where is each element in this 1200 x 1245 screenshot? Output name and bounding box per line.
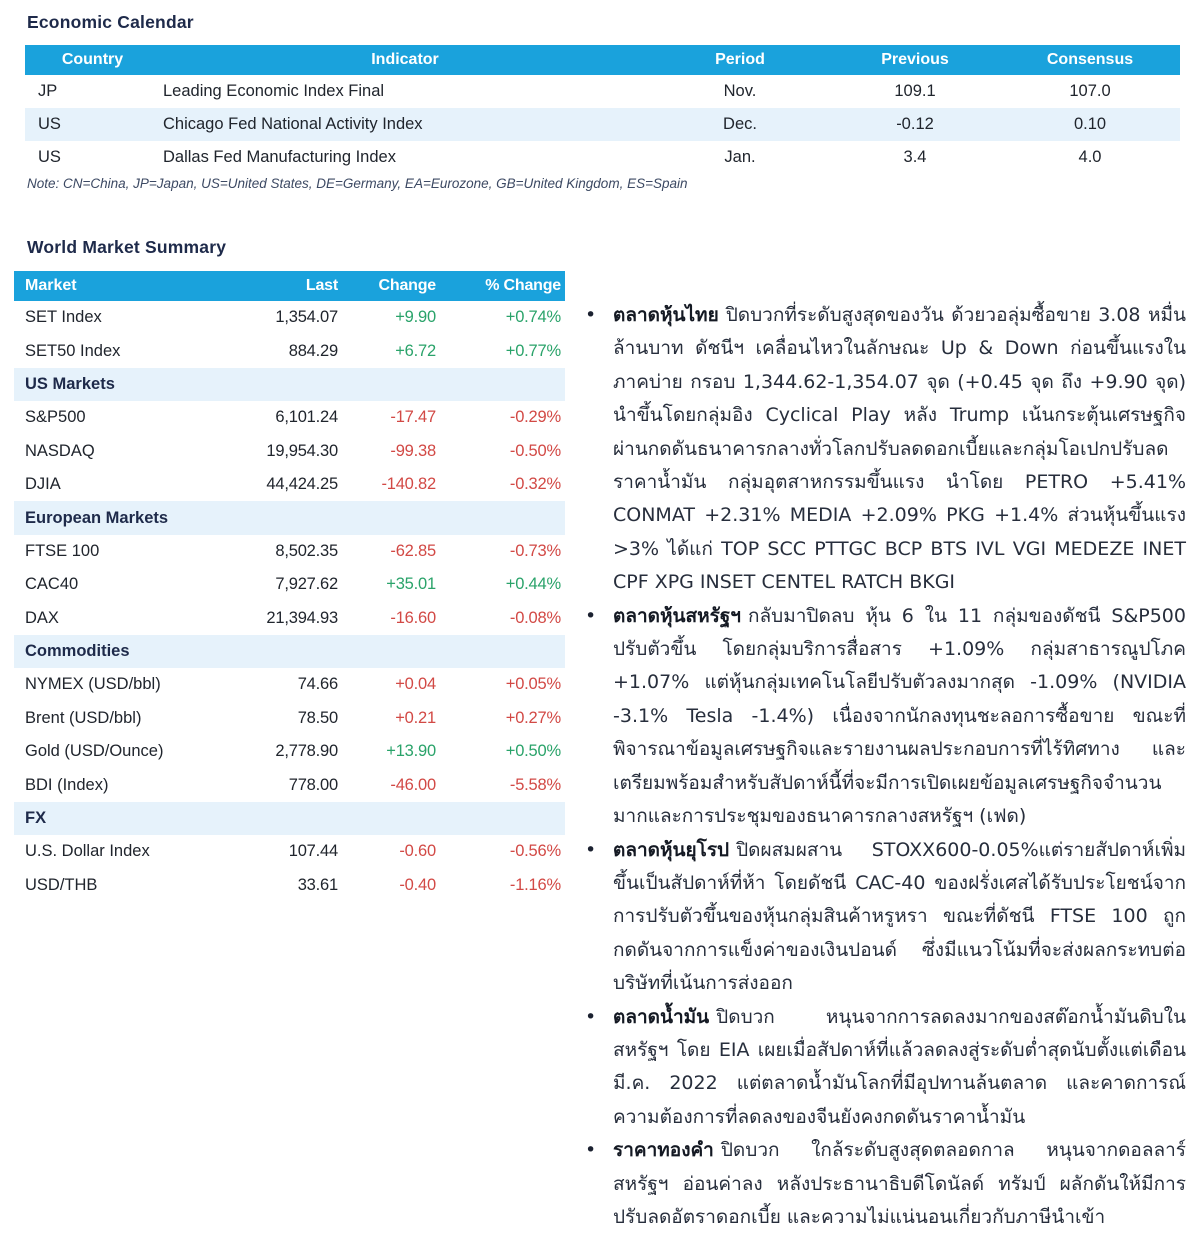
- market-last: 2,778.90: [275, 742, 338, 761]
- market-name: NASDAQ: [25, 441, 95, 460]
- market-row-bdi: [14, 768, 565, 801]
- market-change: +0.21: [395, 708, 436, 727]
- market-change: -16.60: [390, 608, 436, 627]
- market-last: 74.66: [297, 675, 338, 694]
- market-pct-change: +0.05%: [505, 675, 561, 694]
- commentary-body: ปิดบวกที่ระดับสูงสุดของวัน ด้วยวอลุ่มซื้อขาย 3.08 หมื่นล้านบาท ดัชนีฯ เคลื่อนไหวในลักษณะ Up & Down ก่อนขึ้นแรงในภาคบ่าย กรอบ 1,344.62-1,354.07 จุด (+0.45 จุด ถึง +9.90 จุด) นำขึ้นโดยกลุ่มอิง Cyclical Play หลัง Trump เน้นกระตุ้นเศรษฐกิจผ่านกดดันธนาคารกลางทั่วโลกปรับลดดอกเบี้ยและกลุ่มโอเปกปรับลดราคาน้ำมัน กลุ่มอุตสาหกรรมขึ้นแรง นำโดย PETRO +5.41% CONMAT +2.31% MEDIA +2.09% PKG +1.4% ส่วนหุ้นขึ้นแรง >3% ได้แก่ TOP SCC PTTGC BCP BTS IVL VGI MEDEZE INET CPF XPG INSET CENTEL RATCH BKGI: [613, 304, 1186, 594]
- market-section-us-markets: [14, 368, 565, 401]
- section-label: European Markets: [25, 508, 169, 527]
- market-name: FTSE 100: [25, 541, 100, 560]
- market-last: 78.50: [297, 708, 338, 727]
- column-header-country: Country: [61, 51, 124, 68]
- economic-calendar-title: Economic Calendar: [27, 12, 194, 32]
- market-row-dax: [14, 602, 565, 635]
- commentary-text: [613, 834, 1186, 1001]
- commentary-lead: ตลาดน้ำมัน: [613, 1005, 710, 1028]
- market-row-gold: [14, 735, 565, 768]
- commentary-lead: ตลาดหุ้นไทย: [613, 304, 719, 326]
- market-last: 778.00: [288, 775, 338, 794]
- market-pct-change: +0.50%: [505, 742, 561, 761]
- market-name: CAC40: [25, 575, 79, 594]
- cell-previous: -0.12: [896, 115, 934, 133]
- market-row-ftse100: [14, 535, 565, 568]
- market-pct-change: -0.50%: [509, 441, 561, 460]
- market-name: USD/THB: [25, 875, 98, 894]
- market-change: -99.38: [390, 441, 436, 460]
- cell-country: US: [38, 148, 61, 166]
- market-change: -62.85: [390, 541, 436, 560]
- market-summary-header-row: [14, 271, 565, 301]
- market-change: -46.00: [390, 775, 436, 794]
- world-market-summary-table: [14, 271, 565, 902]
- market-last: 21,394.93: [266, 608, 338, 627]
- market-name: NYMEX (USD/bbl): [25, 675, 161, 694]
- commentary-bullet-thai-market: [585, 299, 1186, 600]
- world-market-summary-title: World Market Summary: [27, 237, 227, 257]
- bullet-dot-icon: [585, 1001, 613, 1034]
- market-change: -17.47: [390, 408, 436, 427]
- section-label: Commodities: [25, 642, 130, 661]
- market-last: 19,954.30: [266, 441, 338, 460]
- commentary-text: [613, 600, 1186, 834]
- commentary-text: [613, 1134, 1186, 1234]
- commentary-bullet-us-market: [585, 600, 1186, 834]
- column-header-pct-change: % Change: [485, 277, 561, 294]
- bullet-dot-icon: [585, 600, 613, 633]
- market-change: +0.04: [395, 675, 436, 694]
- cell-country: US: [38, 115, 61, 133]
- market-row-set-index: [14, 301, 565, 334]
- cell-period: Nov.: [723, 82, 757, 100]
- column-header-last: Last: [305, 277, 338, 294]
- cell-indicator: Chicago Fed National Activity Index: [163, 115, 423, 133]
- cell-indicator: Leading Economic Index Final: [163, 82, 385, 100]
- market-last: 1,354.07: [275, 308, 338, 327]
- market-last: 8,502.35: [275, 541, 338, 560]
- economic-calendar-header-row: [25, 45, 1180, 75]
- cell-consensus: 107.0: [1069, 82, 1111, 100]
- market-pct-change: +0.44%: [505, 575, 561, 594]
- market-name: Brent (USD/bbl): [25, 708, 142, 727]
- market-row-djia: [14, 468, 565, 501]
- column-header-change: Change: [378, 277, 436, 294]
- market-last: 6,101.24: [275, 408, 338, 427]
- market-name: SET Index: [25, 308, 102, 327]
- market-change: +13.90: [386, 742, 436, 761]
- market-pct-change: -0.73%: [509, 541, 561, 560]
- market-last: 107.44: [288, 842, 338, 861]
- market-change: -0.60: [399, 842, 436, 861]
- market-pct-change: -0.32%: [509, 475, 561, 494]
- bullet-dot-icon: [585, 834, 613, 867]
- commentary-lead: ตลาดหุ้นสหรัฐฯ: [613, 604, 741, 627]
- cell-country: JP: [38, 82, 58, 100]
- cell-period: Dec.: [723, 115, 757, 133]
- market-name: DJIA: [25, 475, 61, 494]
- market-last: 884.29: [288, 341, 338, 360]
- commentary-body: กลับมาปิดลบ หุ้น 6 ใน 11 กลุ่มของดัชนี S&P500 ปรับตัวขึ้น โดยกลุ่มบริการสื่อสาร +1.09% กลุ่มสาธารณูปโภค +1.07% แต่หุ้นกลุ่มเทคโนโลยีปรับตัวลงมากสุด -1.09% (NVIDIA -3.1% Tesla -1.4%) เนื่องจากนักลงทุนชะลอการซื้อขาย ขณะที่พิจารณาข้อมูลเศรษฐกิจและรายงานผลประกอบการที่ไร้ทิศทาง และเตรียมพร้อมสำหรับสัปดาห์นี้ที่จะมีการเปิดเผยข้อมูลเศรษฐกิจจำนวนมากและการประชุมของธนาคารกลางสหรัฐฯ (เฟด): [613, 604, 1186, 828]
- market-pct-change: +0.27%: [505, 708, 561, 727]
- market-section-fx: [14, 802, 565, 835]
- commentary-body: ปิดบวก หนุนจากการลดลงมากของสต๊อกน้ำมันดิบในสหรัฐฯ โดย EIA เผยเมื่อสัปดาห์ที่แล้วลดลงสู่ระดับต่ำสุดนับตั้งแต่เดือน มี.ค. 2022 แต่ตลาดน้ำมันโลกที่มีอุปทานล้นตลาด และคาดการณ์ความต้องการที่ลดลงของจีนยังคงกดดันราคาน้ำมัน: [613, 1005, 1186, 1128]
- cell-indicator: Dallas Fed Manufacturing Index: [163, 148, 396, 166]
- market-section-european-markets: [14, 501, 565, 534]
- market-pct-change: +0.77%: [505, 341, 561, 360]
- column-header-indicator: Indicator: [371, 51, 439, 68]
- market-row-us-dollar-index: [14, 835, 565, 868]
- market-name: Gold (USD/Ounce): [25, 742, 164, 761]
- bullet-dot-icon: [585, 1134, 613, 1167]
- market-name: S&P500: [25, 408, 86, 427]
- column-header-previous: Previous: [881, 51, 949, 68]
- market-name: SET50 Index: [25, 341, 121, 360]
- section-label: FX: [25, 809, 47, 828]
- commentary-bullet-gold-price: [585, 1134, 1186, 1234]
- commentary-body: ปิดบวก ใกล้ระดับสูงสุดตลอดกาล หนุนจากดอลลาร์สหรัฐฯ อ่อนค่าลง หลังประธานาธิบดีโดนัลด์ ทรัมป์ ผลักดันให้มีการปรับลดอัตราดอกเบี้ย และความไม่แน่นอนเกี่ยวกับภาษีนำเข้า: [613, 1139, 1186, 1228]
- market-row-set50-index: [14, 334, 565, 367]
- market-row-usdthb: [14, 869, 565, 902]
- table-row: [25, 108, 1180, 141]
- market-row-sp500: [14, 401, 565, 434]
- market-row-nymex: [14, 668, 565, 701]
- market-pct-change: -0.56%: [509, 842, 561, 861]
- column-header-market: Market: [25, 277, 77, 294]
- market-last: 33.61: [297, 875, 338, 894]
- market-name: BDI (Index): [25, 775, 109, 794]
- market-row-brent: [14, 702, 565, 735]
- calendar-legend-note: Note: CN=China, JP=Japan, US=United States, DE=Germany, EA=Eurozone, GB=United Kingdom, ES=Spain: [27, 176, 688, 191]
- market-pct-change: -1.16%: [509, 875, 561, 894]
- section-label: US Markets: [25, 374, 115, 393]
- table-row: [25, 75, 1180, 108]
- cell-consensus: 4.0: [1078, 148, 1102, 166]
- market-change: +9.90: [395, 308, 436, 327]
- commentary-text: [613, 299, 1186, 600]
- market-pct-change: +0.74%: [505, 308, 561, 327]
- market-name: U.S. Dollar Index: [25, 842, 150, 861]
- market-pct-change: -0.29%: [509, 408, 561, 427]
- bullet-dot-icon: [585, 299, 613, 332]
- commentary-lead: ราคาทองคำ: [613, 1139, 714, 1162]
- market-change: -140.82: [381, 475, 436, 494]
- cell-previous: 3.4: [903, 148, 927, 166]
- market-change: +35.01: [386, 575, 436, 594]
- column-header-consensus: Consensus: [1046, 51, 1134, 68]
- market-row-nasdaq: [14, 435, 565, 468]
- commentary-text: [613, 1001, 1186, 1135]
- market-section-commodities: [14, 635, 565, 668]
- market-row-cac40: [14, 568, 565, 601]
- market-pct-change: -5.58%: [509, 775, 561, 794]
- commentary-body: ปิดผสมผสาน STOXX600-0.05%แต่รายสัปดาห์เพิ่มขึ้นเป็นสัปดาห์ที่ห้า โดยดัชนี CAC-40 ของฝรั่งเศสได้รับประโยชน์จากการปรับตัวขึ้นของหุ้นกลุ่มสินค้าหรูหรา ขณะที่ดัชนี FTSE 100 ถูกกดดันจากการแข็งค่าของเงินปอนด์ ซึ่งมีแนวโน้มที่จะส่งผลกระทบต่อบริษัทที่เน้นการส่งออก: [613, 838, 1186, 995]
- commentary-bullet-oil-market: [585, 1001, 1186, 1135]
- market-change: -0.40: [399, 875, 436, 894]
- market-change: +6.72: [395, 341, 436, 360]
- market-name: DAX: [25, 608, 59, 627]
- table-row: [25, 141, 1180, 174]
- column-header-period: Period: [715, 51, 765, 68]
- cell-consensus: 0.10: [1073, 115, 1107, 133]
- market-last: 44,424.25: [266, 475, 338, 494]
- cell-period: Jan.: [724, 148, 756, 166]
- commentary-bullet-european-market: [585, 834, 1186, 1001]
- cell-previous: 109.1: [894, 82, 936, 100]
- market-last: 7,927.62: [275, 575, 338, 594]
- market-pct-change: -0.08%: [509, 608, 561, 627]
- market-commentary: [585, 299, 1186, 1234]
- commentary-lead: ตลาดหุ้นยุโรป: [613, 838, 730, 861]
- economic-calendar-table: [25, 45, 1180, 174]
